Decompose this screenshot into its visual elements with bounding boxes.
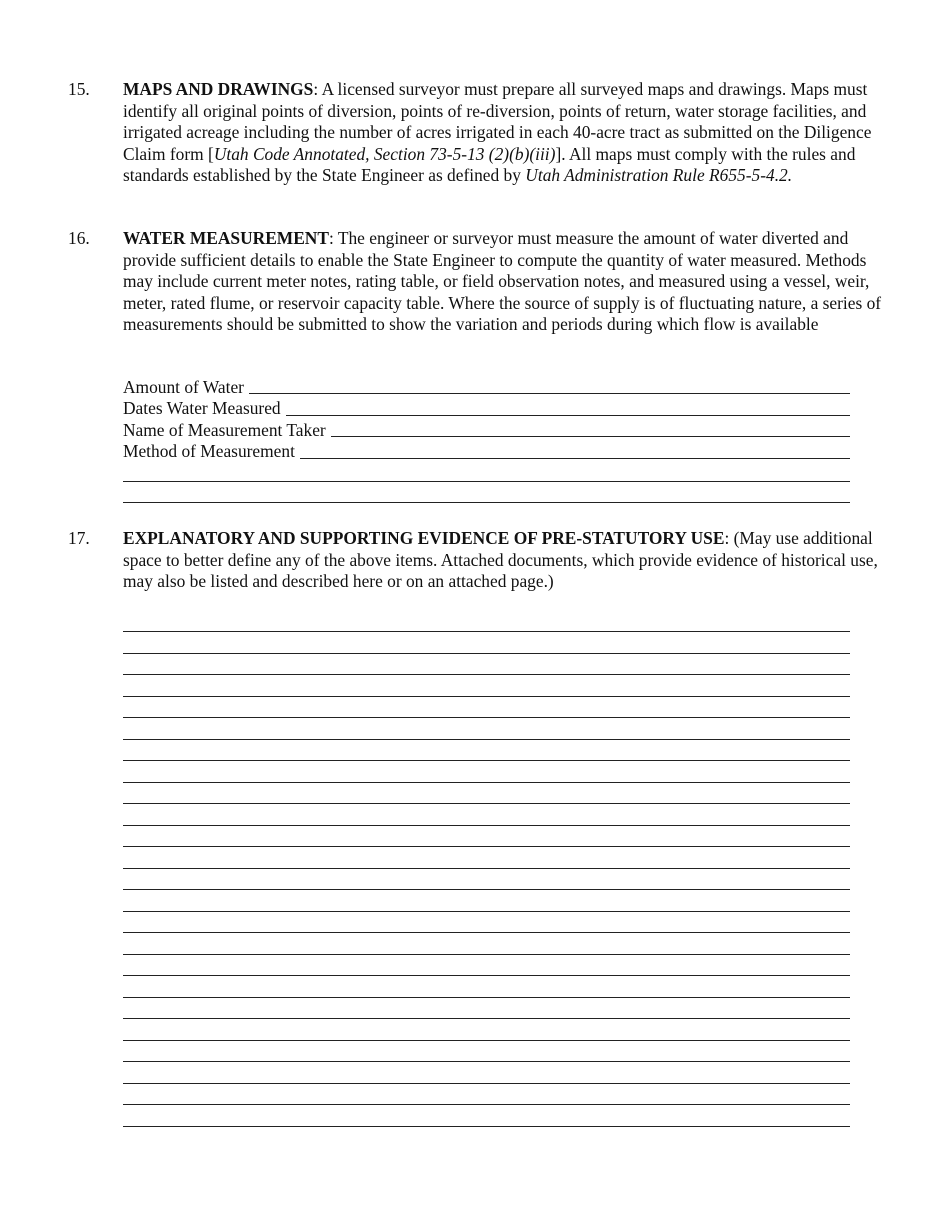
evidence-blank-line[interactable]: [123, 803, 850, 804]
evidence-blank-line[interactable]: [123, 954, 850, 955]
section-body: (May use additional space to better define any of the above items. Attached documents, which provide evidence of historical use, may also be listed and described here or on an attached page.): [123, 528, 878, 592]
evidence-blank-line[interactable]: [123, 825, 850, 826]
evidence-blank-line[interactable]: [123, 1061, 850, 1062]
heading-separator: :: [328, 228, 338, 248]
evidence-blank-line[interactable]: [123, 1104, 850, 1105]
evidence-blank-line[interactable]: [123, 932, 850, 933]
section-15-text: [123, 79, 888, 187]
evidence-blank-line[interactable]: [123, 782, 850, 783]
evidence-blank-line[interactable]: [123, 1018, 850, 1019]
field-label: Name of Measurement Taker: [123, 419, 326, 440]
section-body: The engineer or surveyor must measure the amount of water diverted and provide sufficient details to enable the State Engineer to compute the quantity of water measured. Methods may include current meter notes, rating table, or field observation notes, and measured using a vessel, weir, meter, rated flume, or reservoir capacity table. Where the source of supply is of fluctuating nature, a series of measurements should be submitted to show the variation and periods during which flow is available: [123, 228, 882, 335]
evidence-blank-line[interactable]: [123, 846, 850, 847]
field-label: Amount of Water: [123, 376, 244, 397]
evidence-blank-line[interactable]: [123, 717, 850, 718]
evidence-blank-line[interactable]: [123, 653, 850, 654]
field-amount-of-water: [123, 377, 850, 398]
evidence-blank-line[interactable]: [123, 975, 850, 976]
section-heading: EXPLANATORY AND SUPPORTING EVIDENCE OF PRE-STATUTORY USE: [123, 528, 725, 548]
field-label: Method of Measurement: [123, 440, 295, 461]
measurement-fields: [123, 377, 850, 463]
evidence-blank-line[interactable]: [123, 739, 850, 740]
section-heading: WATER MEASUREMENT: [123, 228, 329, 248]
evidence-blank-line[interactable]: [123, 1083, 850, 1084]
method-continuation-line[interactable]: [123, 502, 850, 503]
section-body-continued: ]. All maps must comply with the rules and standards established by the State Engineer as defined by: [123, 143, 856, 186]
evidence-blank-line[interactable]: [123, 696, 850, 697]
method-continuation-line[interactable]: [123, 481, 850, 482]
heading-separator: :: [313, 79, 322, 99]
evidence-blank-line[interactable]: [123, 1126, 850, 1127]
measurement-taker-input[interactable]: [331, 436, 850, 437]
evidence-blank-line[interactable]: [123, 997, 850, 998]
section-number: 17.: [68, 528, 90, 548]
method-of-measurement-input[interactable]: [300, 458, 850, 459]
field-method-of-measurement: [123, 441, 850, 462]
field-name-of-measurement-taker: [123, 420, 850, 441]
dates-water-measured-input[interactable]: [286, 415, 850, 416]
evidence-blank-line[interactable]: [123, 1040, 850, 1041]
amount-of-water-input[interactable]: [249, 393, 850, 394]
section-body: A licensed surveyor must prepare all surveyed maps and drawings. Maps must identify all original points of diversion, points of re-diversion, points of return, water storage facilities, and irrigated acreage including the number of acres irrigated in each 40-acre tract as submitted on the Diligence Claim form [: [123, 79, 872, 164]
evidence-blank-line[interactable]: [123, 631, 850, 632]
section-number: 16.: [68, 228, 90, 248]
citation-utah-rule: Utah Administration Rule R655-5-4.2.: [525, 165, 793, 186]
section-17-text: [123, 528, 888, 593]
field-dates-water-measured: [123, 398, 850, 419]
evidence-blank-line[interactable]: [123, 868, 850, 869]
section-16-text: [123, 228, 888, 336]
heading-separator: :: [724, 528, 734, 548]
evidence-blank-line[interactable]: [123, 889, 850, 890]
evidence-blank-line[interactable]: [123, 760, 850, 761]
evidence-blank-line[interactable]: [123, 674, 850, 675]
field-label: Dates Water Measured: [123, 398, 281, 419]
evidence-blank-line[interactable]: [123, 911, 850, 912]
citation-utah-code: Utah Code Annotated, Section 73-5-13 (2)(b)(iii): [213, 143, 556, 164]
section-number: 15.: [68, 79, 90, 99]
section-heading: MAPS AND DRAWINGS: [123, 79, 314, 99]
